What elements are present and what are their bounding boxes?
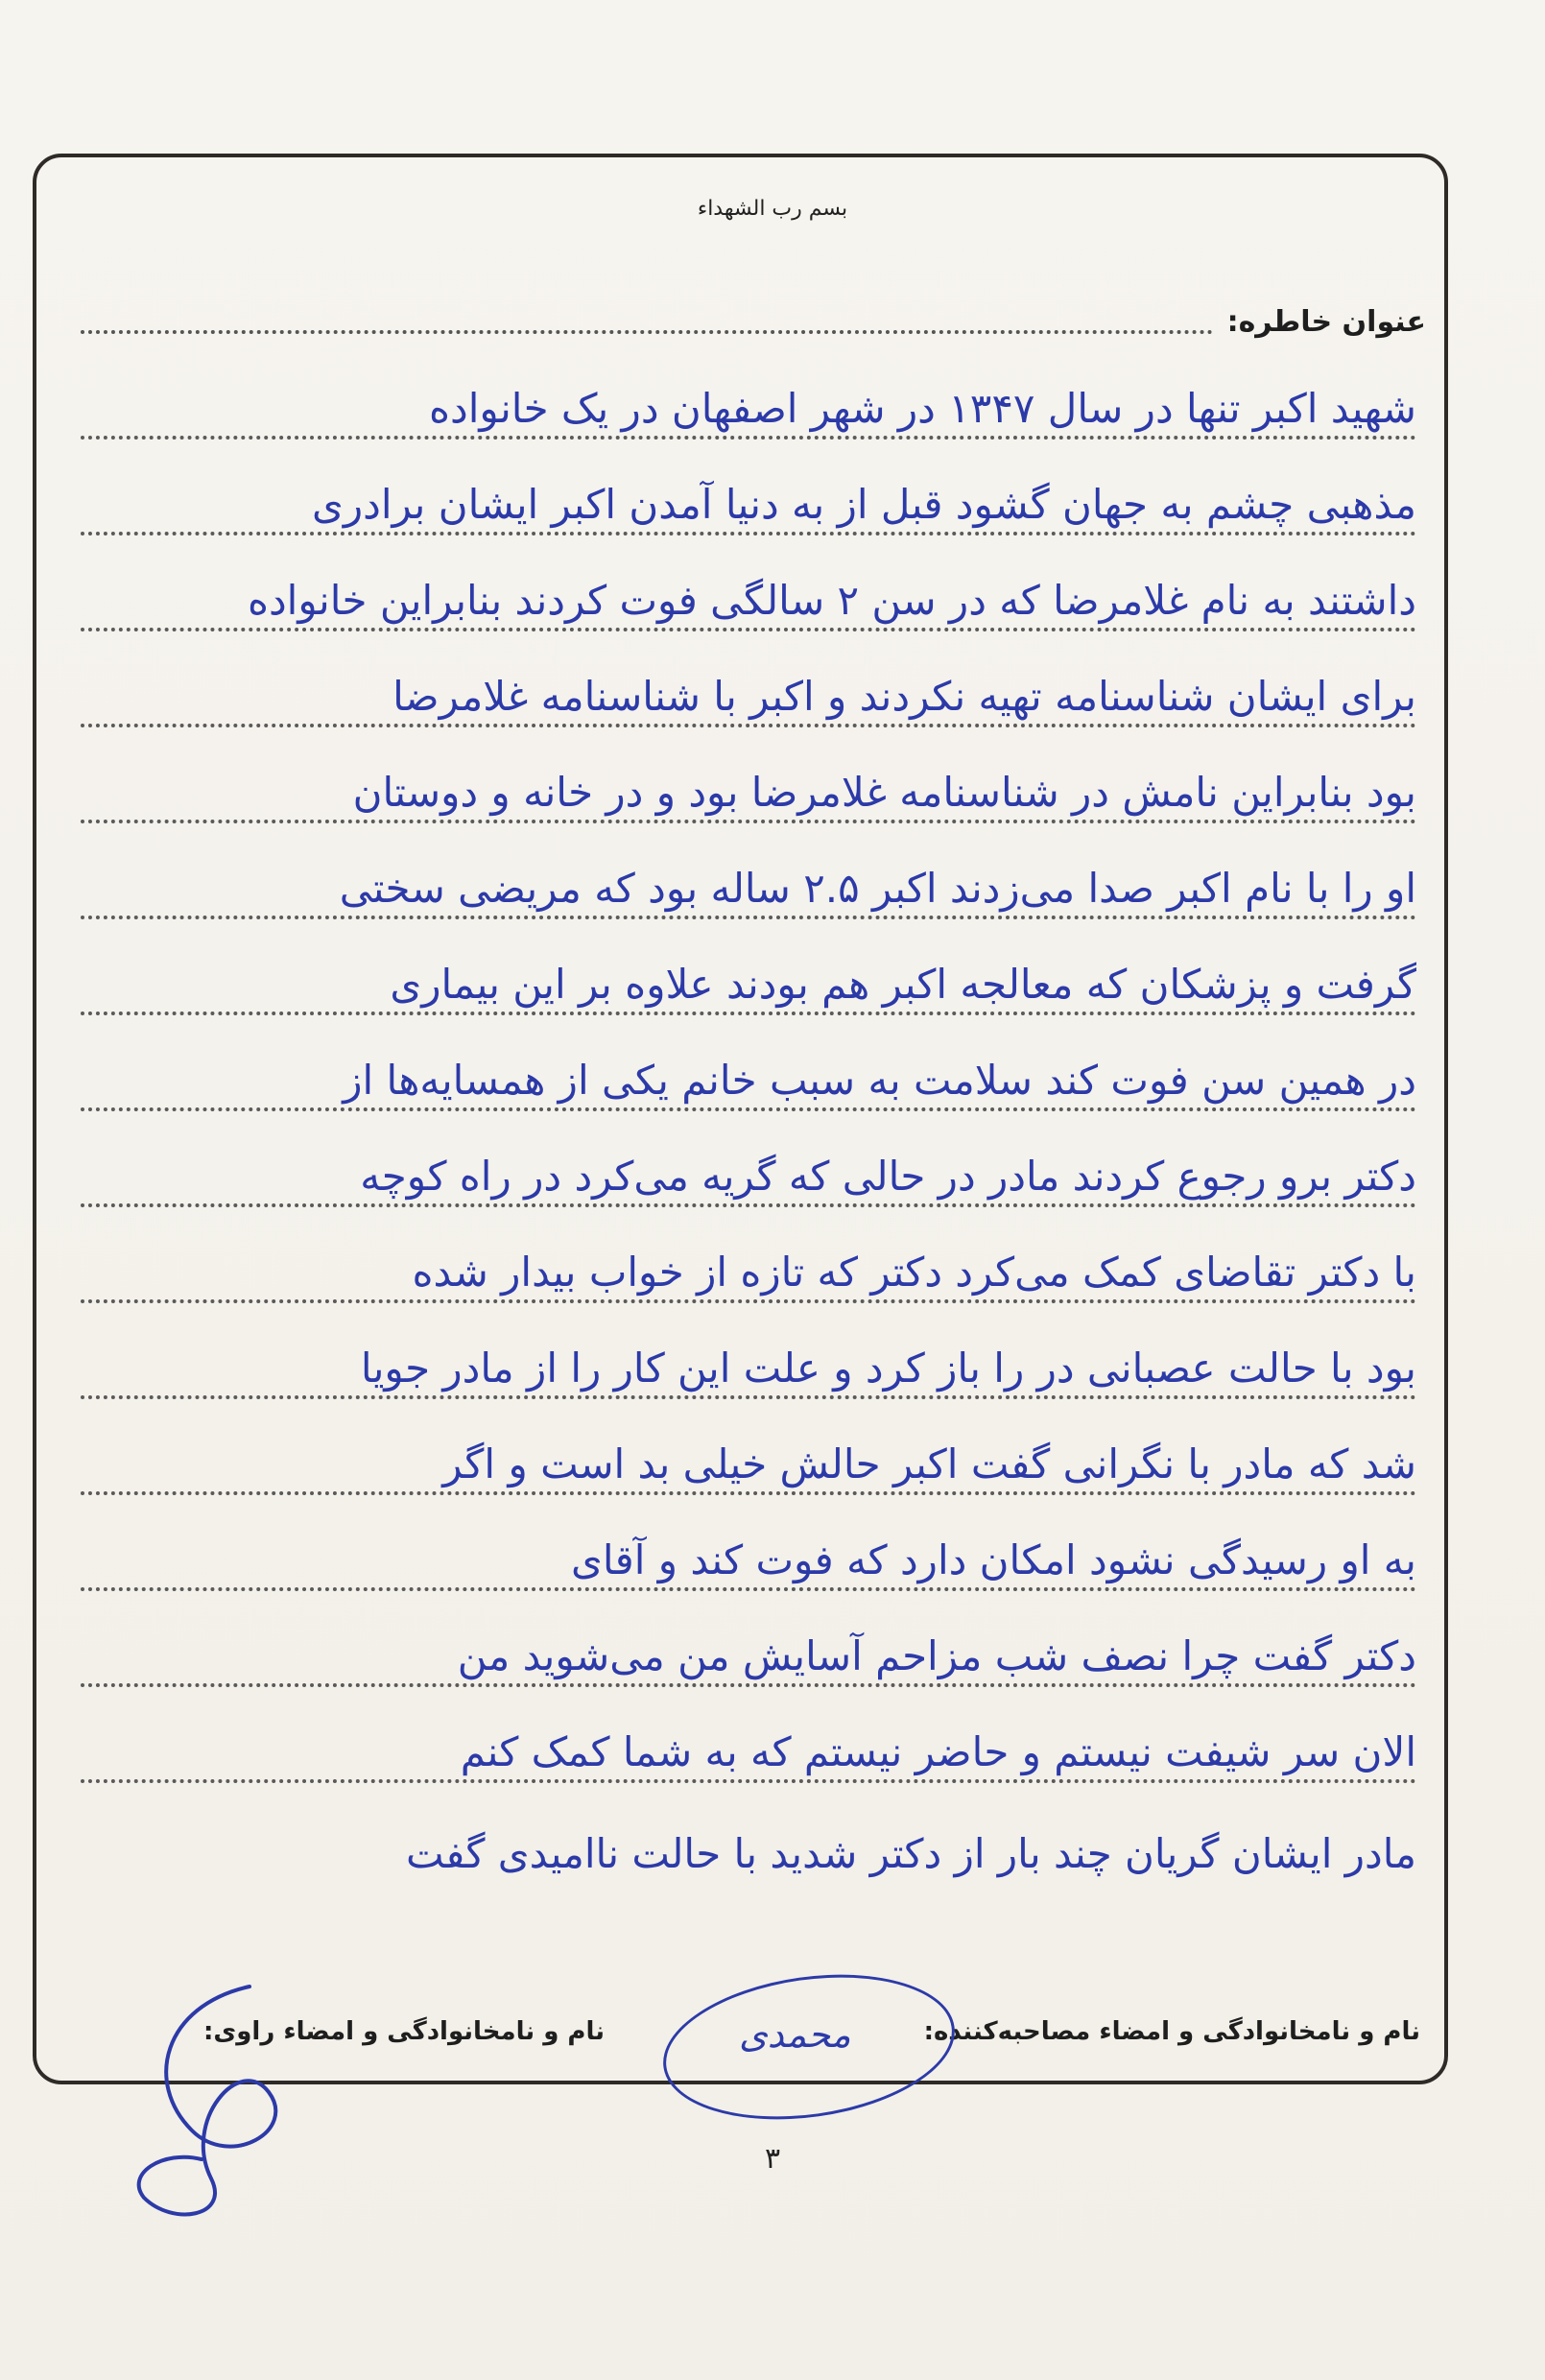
handwritten-line [81, 958, 1416, 1015]
handwritten-text: الان سر شیفت نیستم و حاضر نیستم که به شما کمک کنم [460, 1728, 1416, 1775]
handwritten-line [81, 1823, 1416, 1881]
title-dotted-line [81, 330, 1213, 334]
handwritten-text: برای ایشان شناسنامه تهیه نکردند و اکبر با شناسنامه غلامرضا [392, 673, 1416, 720]
page-header: بسم رب الشهداء [697, 197, 848, 221]
handwritten-text: بود با حالت عصبانی در را باز کرد و علت این کار را از مادر جویا [360, 1345, 1416, 1392]
handwritten-line [81, 1726, 1416, 1783]
handwritten-line [81, 1438, 1416, 1495]
narrator-signature [106, 1967, 355, 2236]
handwritten-text: داشتند به نام غلامرضا که در سن ۲ سالگی فوت کردند بنابراین خانواده [247, 577, 1416, 624]
handwritten-text: شد که مادر با نگرانی گفت اکبر حالش خیلی بد است و اگر [442, 1440, 1416, 1488]
handwritten-text: شهید اکبر تنها در سال ۱۳۴۷ در شهر اصفهان در یک خانواده [429, 385, 1416, 432]
handwritten-line [81, 1246, 1416, 1303]
page-border [33, 154, 1448, 2084]
handwritten-text: مذهبی چشم به جهان گشود قبل از به دنیا آمدن اکبر ایشان برادری [311, 481, 1416, 528]
handwritten-line [81, 1534, 1416, 1591]
handwritten-text: بود بنابراین نامش در شناسنامه غلامرضا بود و در خانه و دوستان [352, 769, 1416, 816]
handwritten-text: مادر ایشان گریان چند بار از دکتر شدید با حالت ناامیدی گفت [405, 1830, 1416, 1877]
page-number: ۳ [764, 2142, 781, 2176]
interviewer-signature-label: نام و نامخانوادگی و امضاء مصاحبه‌کننده: [923, 2017, 1420, 2046]
handwritten-line [81, 478, 1416, 536]
handwritten-text: در همین سن فوت کند سلامت به سبب خانم یکی از همسایه‌ها از [343, 1057, 1416, 1104]
handwritten-text: به او رسیدگی نشود امکان دارد که فوت کند و آقای [570, 1536, 1416, 1583]
handwritten-line [81, 382, 1416, 440]
handwritten-line [81, 766, 1416, 823]
handwritten-text: گرفت و پزشکان که معالجه اکبر هم بودند علاوه بر این بیماری [390, 961, 1416, 1008]
memory-title-label: عنوان خاطره: [1226, 305, 1426, 339]
handwritten-line [81, 1054, 1416, 1111]
handwritten-text: دکتر گفت چرا نصف شب مزاحم آسایش من می‌شوید من [457, 1632, 1416, 1679]
handwritten-line [81, 1342, 1416, 1399]
handwritten-line [81, 1630, 1416, 1687]
handwritten-line [81, 574, 1416, 631]
handwritten-line [81, 670, 1416, 727]
handwritten-text: با دکتر تقاضای کمک می‌کرد دکتر که تازه از خواب بیدار شده [412, 1249, 1416, 1296]
interviewer-signature: محمدی [739, 2013, 851, 2056]
handwritten-line [81, 1150, 1416, 1207]
handwritten-text: او را با نام اکبر صدا می‌زدند اکبر ۲.۵ ساله بود که مریضی سختی [339, 865, 1416, 912]
narrator-signature-label: نام و نامخانوادگی و امضاء راوی: [203, 2017, 605, 2046]
handwritten-text: دکتر برو رجوع کردند مادر در حالی که گریه می‌کرد در راه کوچه [360, 1153, 1416, 1200]
handwritten-line [81, 862, 1416, 919]
